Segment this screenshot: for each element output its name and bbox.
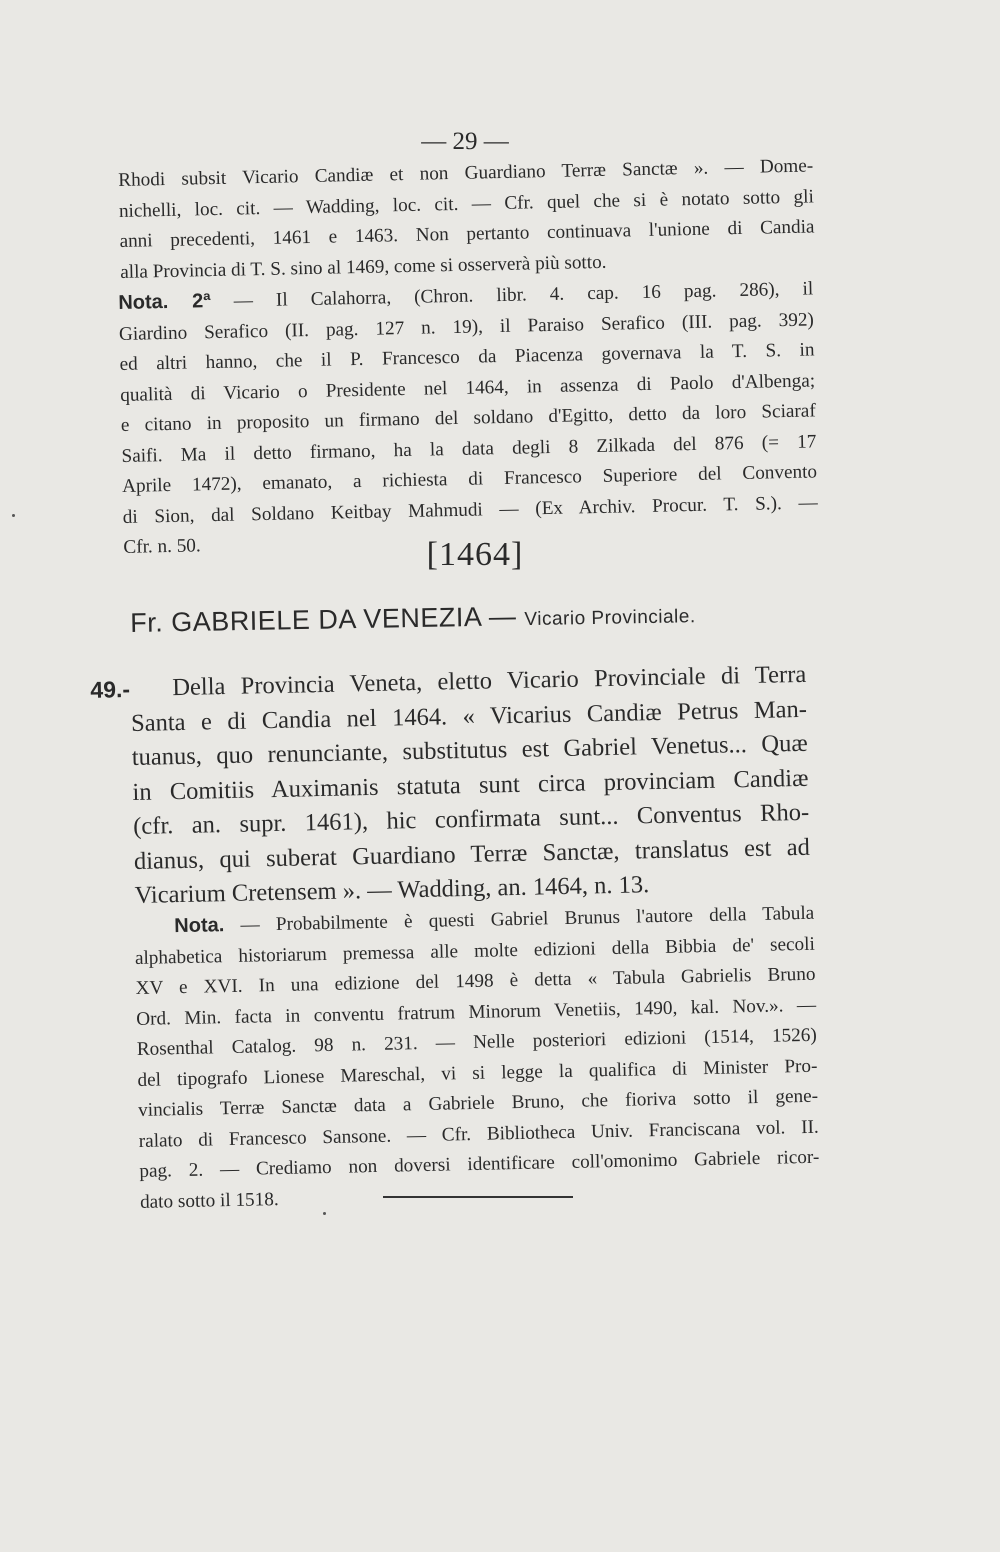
text-line: dianus, qui suberat Guardiano Terræ Sanctæ, translatus est ad	[133, 833, 811, 875]
closing-rule	[383, 1196, 573, 1198]
text-line: Aprile 1472), emanato, a richiesta di Francesco Superiore del Convento	[121, 461, 818, 497]
text-line: anni precedenti, 1461 e 1463. Non pertanto continuava l'unione di Candia	[119, 216, 815, 252]
text-line: in Comitiis Auximanis statuta sunt circa provinciam Candiæ	[132, 764, 809, 806]
text-line: XV e XVI. In una edizione del 1498 è detta « Tabula Gabrielis Bruno	[135, 963, 816, 999]
year-heading: [1464]	[426, 536, 524, 573]
speck	[323, 1212, 326, 1215]
text-line: alphabetica historiarum premessa alle molte edizioni della Bibbia de' secoli	[134, 933, 816, 969]
section-heading	[130, 596, 790, 639]
text-line: Vicarium Cretensem ». — Wadding, an. 1464, n. 13.	[134, 871, 650, 909]
text-line: Santa e di Candia nel 1464. « Vicarius Candiæ Petrus Man-	[130, 695, 808, 737]
text-line: pag. 2. — Crediamo non doversi identificare coll'omonimo Gabriele ricor-	[139, 1146, 820, 1182]
text-line: dato sotto il 1518.	[139, 1188, 279, 1213]
text-line: Rosenthal Catalog. 98 n. 231. — Nelle posteriori edizioni (1514, 1526)	[136, 1024, 817, 1060]
text-line: Cfr. n. 50.	[123, 535, 201, 558]
text-line: (cfr. an. supr. 1461), hic confirmata sunt... Conventus Rho-	[132, 798, 810, 840]
nota-2-paragraph	[118, 273, 819, 563]
heading-fr: Fr.	[130, 607, 164, 638]
text-line: e citano in proposito un firmano del soldano d'Egitto, detto da loro Sciaraf	[120, 400, 816, 436]
heading-name: GABRIELE DA VENEZIA	[171, 601, 482, 638]
nota-label: Nota.	[174, 914, 225, 938]
text-line: Della Provincia Veneta, eletto Vicario Provinciale di Terra	[172, 660, 807, 702]
text-line: qualità di Vicario o Presidente nel 1464, in assenza di Paolo d'Albenga;	[120, 369, 816, 406]
text-line: del tipografo Lionese Mareschal, vi si legge la qualifica di Minister Pro-	[137, 1055, 818, 1091]
nota-paragraph	[134, 898, 820, 1218]
page-number: — 29 —	[421, 128, 509, 155]
text-line: Saifi. Ma il detto firmano, ha la data degli 8 Zilkada del 876 (= 17	[121, 430, 817, 467]
text-line: di Sion, dal Soldano Keitbay Mahmudi — (Ex Archiv. Procur. T. S.). —	[122, 491, 818, 528]
heading-title: Vicario Provinciale.	[524, 606, 696, 631]
heading-dash: —	[488, 601, 517, 632]
text-line: Rhodi subsit Vicario Candiæ et non Guardiano Terræ Sanctæ ». — Dome-	[118, 155, 814, 191]
text-line: Giardino Serafico (II. pag. 127 n. 19), il Paraiso Serafico (III. pag. 392)	[118, 308, 815, 345]
nota-2-first-line: — Il Calahorra, (Chron. libr. 4. cap. 16 pag. 286), il	[233, 278, 814, 312]
text-line: ralato di Francesco Sansone. — Cfr. Bibliotheca Univ. Franciscana vol. II.	[138, 1116, 819, 1152]
nota-first-line: — Probabilmente è questi Gabriel Brunus l'autore della Tabula	[240, 902, 815, 936]
text-line: alla Provincia di T. S. sino al 1469, come si osserverà più sotto.	[120, 251, 607, 283]
text-line: nichelli, loc. cit. — Wadding, loc. cit. — Cfr. quel che si è notato sotto gli	[118, 185, 815, 222]
text-line: tuanus, quo renunciante, substitutus est Gabriel Venetus... Quæ	[131, 729, 808, 771]
speck	[12, 514, 15, 517]
entry-number: 49.-	[90, 676, 131, 703]
entry-49	[90, 658, 811, 914]
continuation-paragraph	[118, 151, 815, 288]
text-line: ed altri hanno, che il P. Francesco da Piacenza governava la T. S. in	[119, 339, 815, 375]
text-line: vincialis Terræ Sanctæ data a Gabriele Bruno, che fioriva sotto il gene-	[137, 1085, 819, 1121]
text-line: Ord. Min. facta in conventu fratrum Minorum Venetiis, 1490, kal. Nov.». —	[136, 994, 817, 1030]
nota-2-label: Nota. 2ª	[118, 290, 211, 314]
